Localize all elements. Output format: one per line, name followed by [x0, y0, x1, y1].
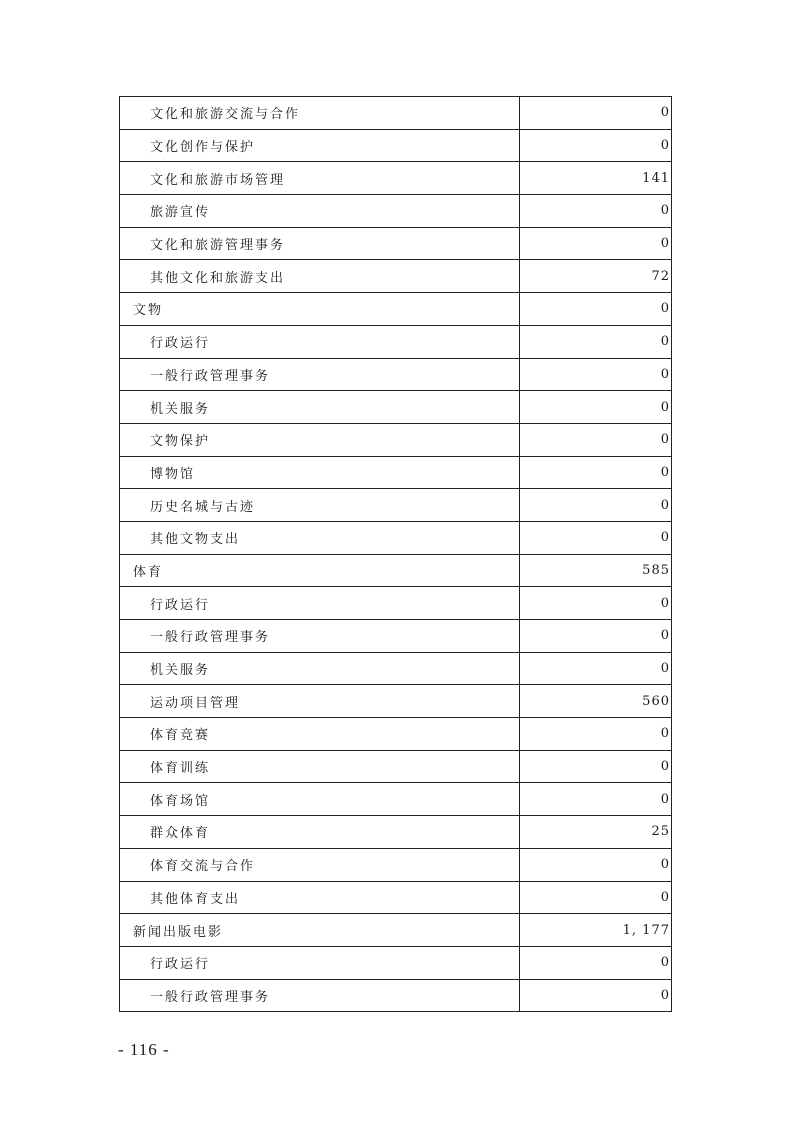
table-row	[120, 129, 672, 162]
row-item-name: 一般行政管理事务	[120, 979, 520, 1012]
row-amount: 0	[520, 587, 672, 620]
row-item-name: 文化和旅游管理事务	[120, 227, 520, 260]
row-item-name: 行政运行	[120, 946, 520, 979]
row-item-name: 文化和旅游市场管理	[120, 162, 520, 195]
row-amount: 0	[520, 456, 672, 489]
row-amount: 0	[520, 979, 672, 1012]
row-amount: 0	[520, 750, 672, 783]
row-amount: 72	[520, 260, 672, 293]
row-amount: 0	[520, 227, 672, 260]
table-row	[120, 946, 672, 979]
row-amount: 141	[520, 162, 672, 195]
table-row	[120, 620, 672, 653]
table-row	[120, 816, 672, 849]
row-amount: 1, 177	[520, 914, 672, 947]
table-row	[120, 685, 672, 718]
row-amount: 0	[520, 718, 672, 751]
row-amount: 0	[520, 423, 672, 456]
row-item-name: 历史名城与古迹	[120, 489, 520, 522]
row-amount: 0	[520, 129, 672, 162]
row-item-name: 体育	[120, 554, 520, 587]
table-row	[120, 848, 672, 881]
row-item-name: 博物馆	[120, 456, 520, 489]
row-item-name: 文物	[120, 293, 520, 326]
row-item-name: 体育竞赛	[120, 718, 520, 751]
row-amount: 0	[520, 97, 672, 130]
table-row	[120, 881, 672, 914]
table-row	[120, 914, 672, 947]
page-number: - 116 -	[118, 1040, 170, 1059]
table-row	[120, 783, 672, 816]
table-row	[120, 162, 672, 195]
row-item-name: 文化创作与保护	[120, 129, 520, 162]
row-amount: 0	[520, 620, 672, 653]
table-row	[120, 456, 672, 489]
row-item-name: 其他体育支出	[120, 881, 520, 914]
row-item-name: 体育场馆	[120, 783, 520, 816]
row-item-name: 文化和旅游交流与合作	[120, 97, 520, 130]
row-amount: 0	[520, 521, 672, 554]
row-amount: 0	[520, 652, 672, 685]
row-item-name: 机关服务	[120, 652, 520, 685]
row-amount: 0	[520, 325, 672, 358]
table-row	[120, 97, 672, 130]
table-row	[120, 652, 672, 685]
row-item-name: 旅游宣传	[120, 195, 520, 228]
row-item-name: 体育交流与合作	[120, 848, 520, 881]
row-amount: 0	[520, 848, 672, 881]
row-item-name: 新闻出版电影	[120, 914, 520, 947]
table-row	[120, 195, 672, 228]
row-item-name: 一般行政管理事务	[120, 620, 520, 653]
row-item-name: 运动项目管理	[120, 685, 520, 718]
expenditure-table	[119, 96, 672, 1012]
row-item-name: 其他文物支出	[120, 521, 520, 554]
row-item-name: 体育训练	[120, 750, 520, 783]
row-item-name: 机关服务	[120, 391, 520, 424]
row-item-name: 行政运行	[120, 587, 520, 620]
row-amount: 585	[520, 554, 672, 587]
table-row	[120, 293, 672, 326]
row-amount: 0	[520, 293, 672, 326]
row-item-name: 其他文化和旅游支出	[120, 260, 520, 293]
row-amount: 0	[520, 391, 672, 424]
row-amount: 0	[520, 195, 672, 228]
row-amount: 0	[520, 881, 672, 914]
row-amount: 0	[520, 489, 672, 522]
row-item-name: 群众体育	[120, 816, 520, 849]
table-row	[120, 979, 672, 1012]
table-row	[120, 718, 672, 751]
row-item-name: 一般行政管理事务	[120, 358, 520, 391]
row-amount: 560	[520, 685, 672, 718]
table-row	[120, 391, 672, 424]
row-amount: 0	[520, 783, 672, 816]
row-amount: 0	[520, 358, 672, 391]
row-item-name: 行政运行	[120, 325, 520, 358]
row-amount: 25	[520, 816, 672, 849]
table-row	[120, 227, 672, 260]
table-row	[120, 423, 672, 456]
expenditure-table-body	[120, 97, 672, 1012]
table-row	[120, 587, 672, 620]
table-row	[120, 325, 672, 358]
table-row	[120, 750, 672, 783]
row-item-name: 文物保护	[120, 423, 520, 456]
row-amount: 0	[520, 946, 672, 979]
table-row	[120, 489, 672, 522]
table-row	[120, 521, 672, 554]
table-row	[120, 554, 672, 587]
table-row	[120, 358, 672, 391]
table-row	[120, 260, 672, 293]
